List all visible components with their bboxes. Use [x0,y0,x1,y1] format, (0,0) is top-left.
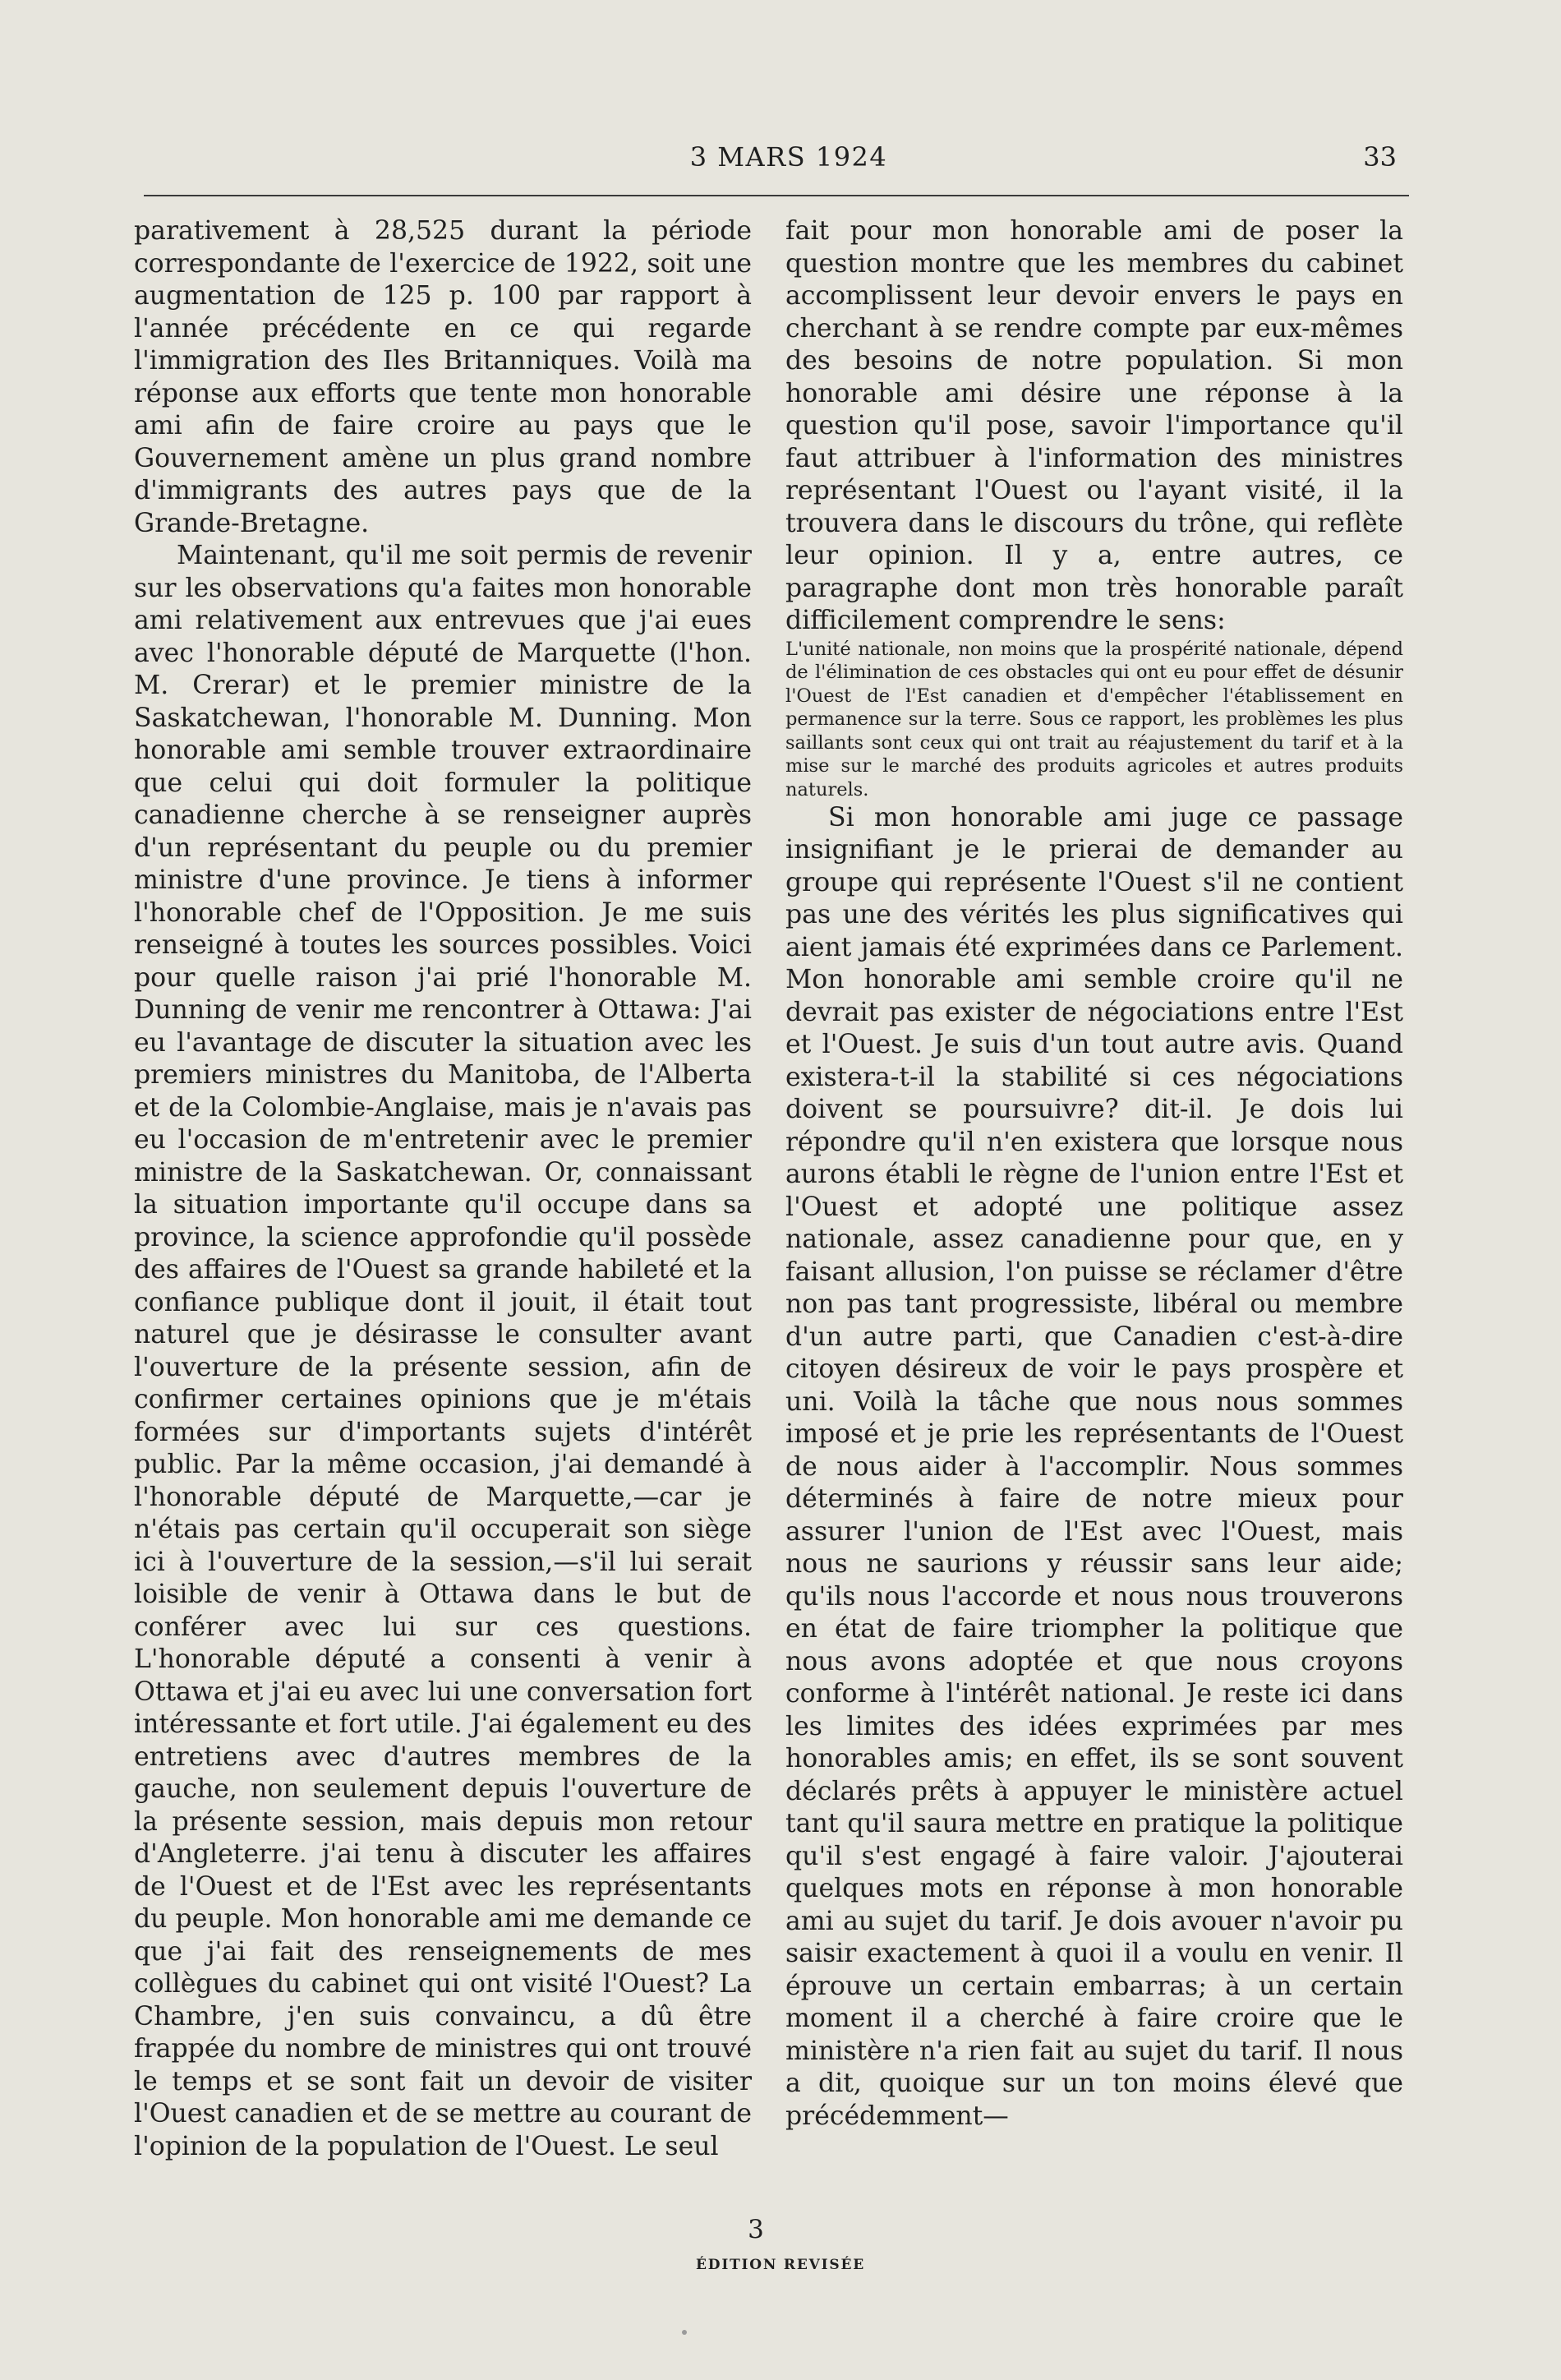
left-column [134,215,752,2163]
throne-speech-quote: L'unité nationale, non moins que la prospérité nationale, dépend de l'élimination de ces obstacles qui ont eu pour effet de désunir l'Ouest de l'Est canadien et d'empêcher l'établissement en permanence sur la terre. Sous ce rapport, les problèmes les plus saillants sont ceux qui ont trait au réajustement du tarif et à la mise sur le marché des produits agricoles et autres produits naturels. [785,638,1403,801]
right-column [785,215,1403,2133]
page-header-date: 3 MARS 1924 [689,141,888,173]
header-rule [144,195,1409,196]
paper-speck [682,2330,687,2335]
right-paragraph-2: Si mon honorable ami juge ce passage insignifiant je le prierai de demander au groupe qui représente l'Ouest s'il ne contient pas une des vérités les plus significatives qui aient jamais été exprimées dans ce Parlement. Mon honorable ami semble croire qu'il ne devrait pas exister de négociations entre l'Est et l'Ouest. Je suis d'un tout autre avis. Quand existera-t-il la stabilité si ces négociations doivent se poursuivre? dit-il. Je dois lui répondre qu'il n'en existera que lorsque nous aurons établi le règne de l'union entre l'Est et l'Ouest et adopté une politique assez nationale, assez canadienne pour que, en y faisant allusion, l'on puisse se réclamer d'être non pas tant progressiste, libéral ou membre d'un autre parti, que Canadien c'est-à-dire citoyen désireux de voir le pays prospère et uni. Voilà la tâche que nous nous sommes imposé et je prie les représentants de l'Ouest de nous aider à l'accomplir. Nous sommes déterminés à faire de notre mieux pour assurer l'union de l'Est avec l'Ouest, mais nous ne saurions y réussir sans leur aide; qu'ils nous l'accorde et nous nous trouverons en état de faire triompher la politique que nous avons adoptée et que nous croyons conforme à l'intérêt national. Je reste ici dans les limites des idées exprimées par mes honorables amis; en effet, ils se sont souvent déclarés prêts à appuyer le ministère actuel tant qu'il saura mettre en pratique la politique qu'il s'est engagé à faire valoir. J'ajouterai quelques mots en réponse à mon honorable ami au sujet du tarif. Je dois avouer n'avoir pu saisir exactement à quoi il a voulu en venir. Il éprouve un certain embarras; à un certain moment il a cherché à faire croire que le ministère n'a rien fait au sujet du tarif. Il nous a dit, quoique sur un ton moins élevé que précédemment— [785,802,1403,2131]
left-paragraph-1: parativement à 28,525 durant la période correspondante de l'exercice de 1922, soit une augmentation de 125 p. 100 par rapport à l'année précédente en ce qui regarde l'immigration des Iles Britanniques. Voilà ma réponse aux efforts que tente mon honorable ami afin de faire croire au pays que le Gouvernement amène un plus grand nombre d'immigrants des autres pays que de la Grande-Bretagne. [134,216,752,538]
page-number: 33 [1363,141,1397,173]
right-paragraph-1: fait pour mon honorable ami de poser la question montre que les membres du cabinet accomplissent leur devoir envers le pays en cherchant à se rendre compte par eux-mêmes des besoins de notre population. Si mon honorable ami désire une réponse à la question qu'il pose, savoir l'importance qu'il faut attribuer à l'information des ministres représentant l'Ouest ou l'ayant visité, il la trouvera dans le discours du trône, qui reflète leur opinion. Il y a, entre autres, ce paragraphe dont mon très honorable paraît difficilement comprendre le sens: [785,216,1403,635]
signature-number: 3 [748,2215,764,2244]
left-paragraph-2: Maintenant, qu'il me soit permis de revenir sur les observations qu'a faites mon honorable ami relativement aux entrevues que j'ai eues avec l'honorable député de Marquette (l'hon. M. Crerar) et le premier ministre de la Saskatchewan, l'honorable M. Dunning. Mon honorable ami semble trouver extraordinaire que celui qui doit formuler la politique canadienne cherche à se renseigner auprès d'un représentant du peuple ou du premier ministre d'une province. Je tiens à informer l'honorable chef de l'Opposition. Je me suis renseigné à toutes les sources possibles. Voici pour quelle raison j'ai prié l'honorable M. Dunning de venir me rencontrer à Ottawa: J'ai eu l'avantage de discuter la situation avec les premiers ministres du Manitoba, de l'Alberta et de la Colombie-Anglaise, mais je n'avais pas eu l'occasion de m'entretenir avec le premier ministre de la Saskatchewan. Or, connaissant la situation importante qu'il occupe dans sa province, la science approfondie qu'il possède des affaires de l'Ouest sa grande habileté et la confiance publique dont il jouit, il était tout naturel que je désirasse le consulter avant l'ouverture de la présente session, afin de confirmer certaines opinions que je m'étais formées sur d'importants sujets d'intérêt public. Par la même occasion, j'ai demandé à l'honorable député de Marquette,—car je n'étais pas certain qu'il occuperait son siège ici à l'ouverture de la session,—s'il lui serait loisible de venir à Ottawa dans le but de conférer avec lui sur ces questions. L'honorable député a consenti à venir à Ottawa et j'ai eu avec lui une conversation fort intéressante et fort utile. J'ai également eu des entretiens avec d'autres membres de la gauche, non seulement depuis l'ouverture de la présente session, mais depuis mon retour d'Angleterre. j'ai tenu à discuter les affaires de l'Ouest et de l'Est avec les représentants du peuple. Mon honorable ami me demande ce que j'ai fait des renseignements de mes collègues du cabinet qui ont visité l'Ouest? La Chambre, j'en suis convaincu, a dû être frappée du nombre de ministres qui ont trouvé le temps et se sont fait un devoir de visiter l'Ouest canadien et de se mettre au courant de l'opinion de la population de l'Ouest. Le seul [134,541,752,2161]
edition-label: ÉDITION REVISÉE [696,2257,865,2273]
